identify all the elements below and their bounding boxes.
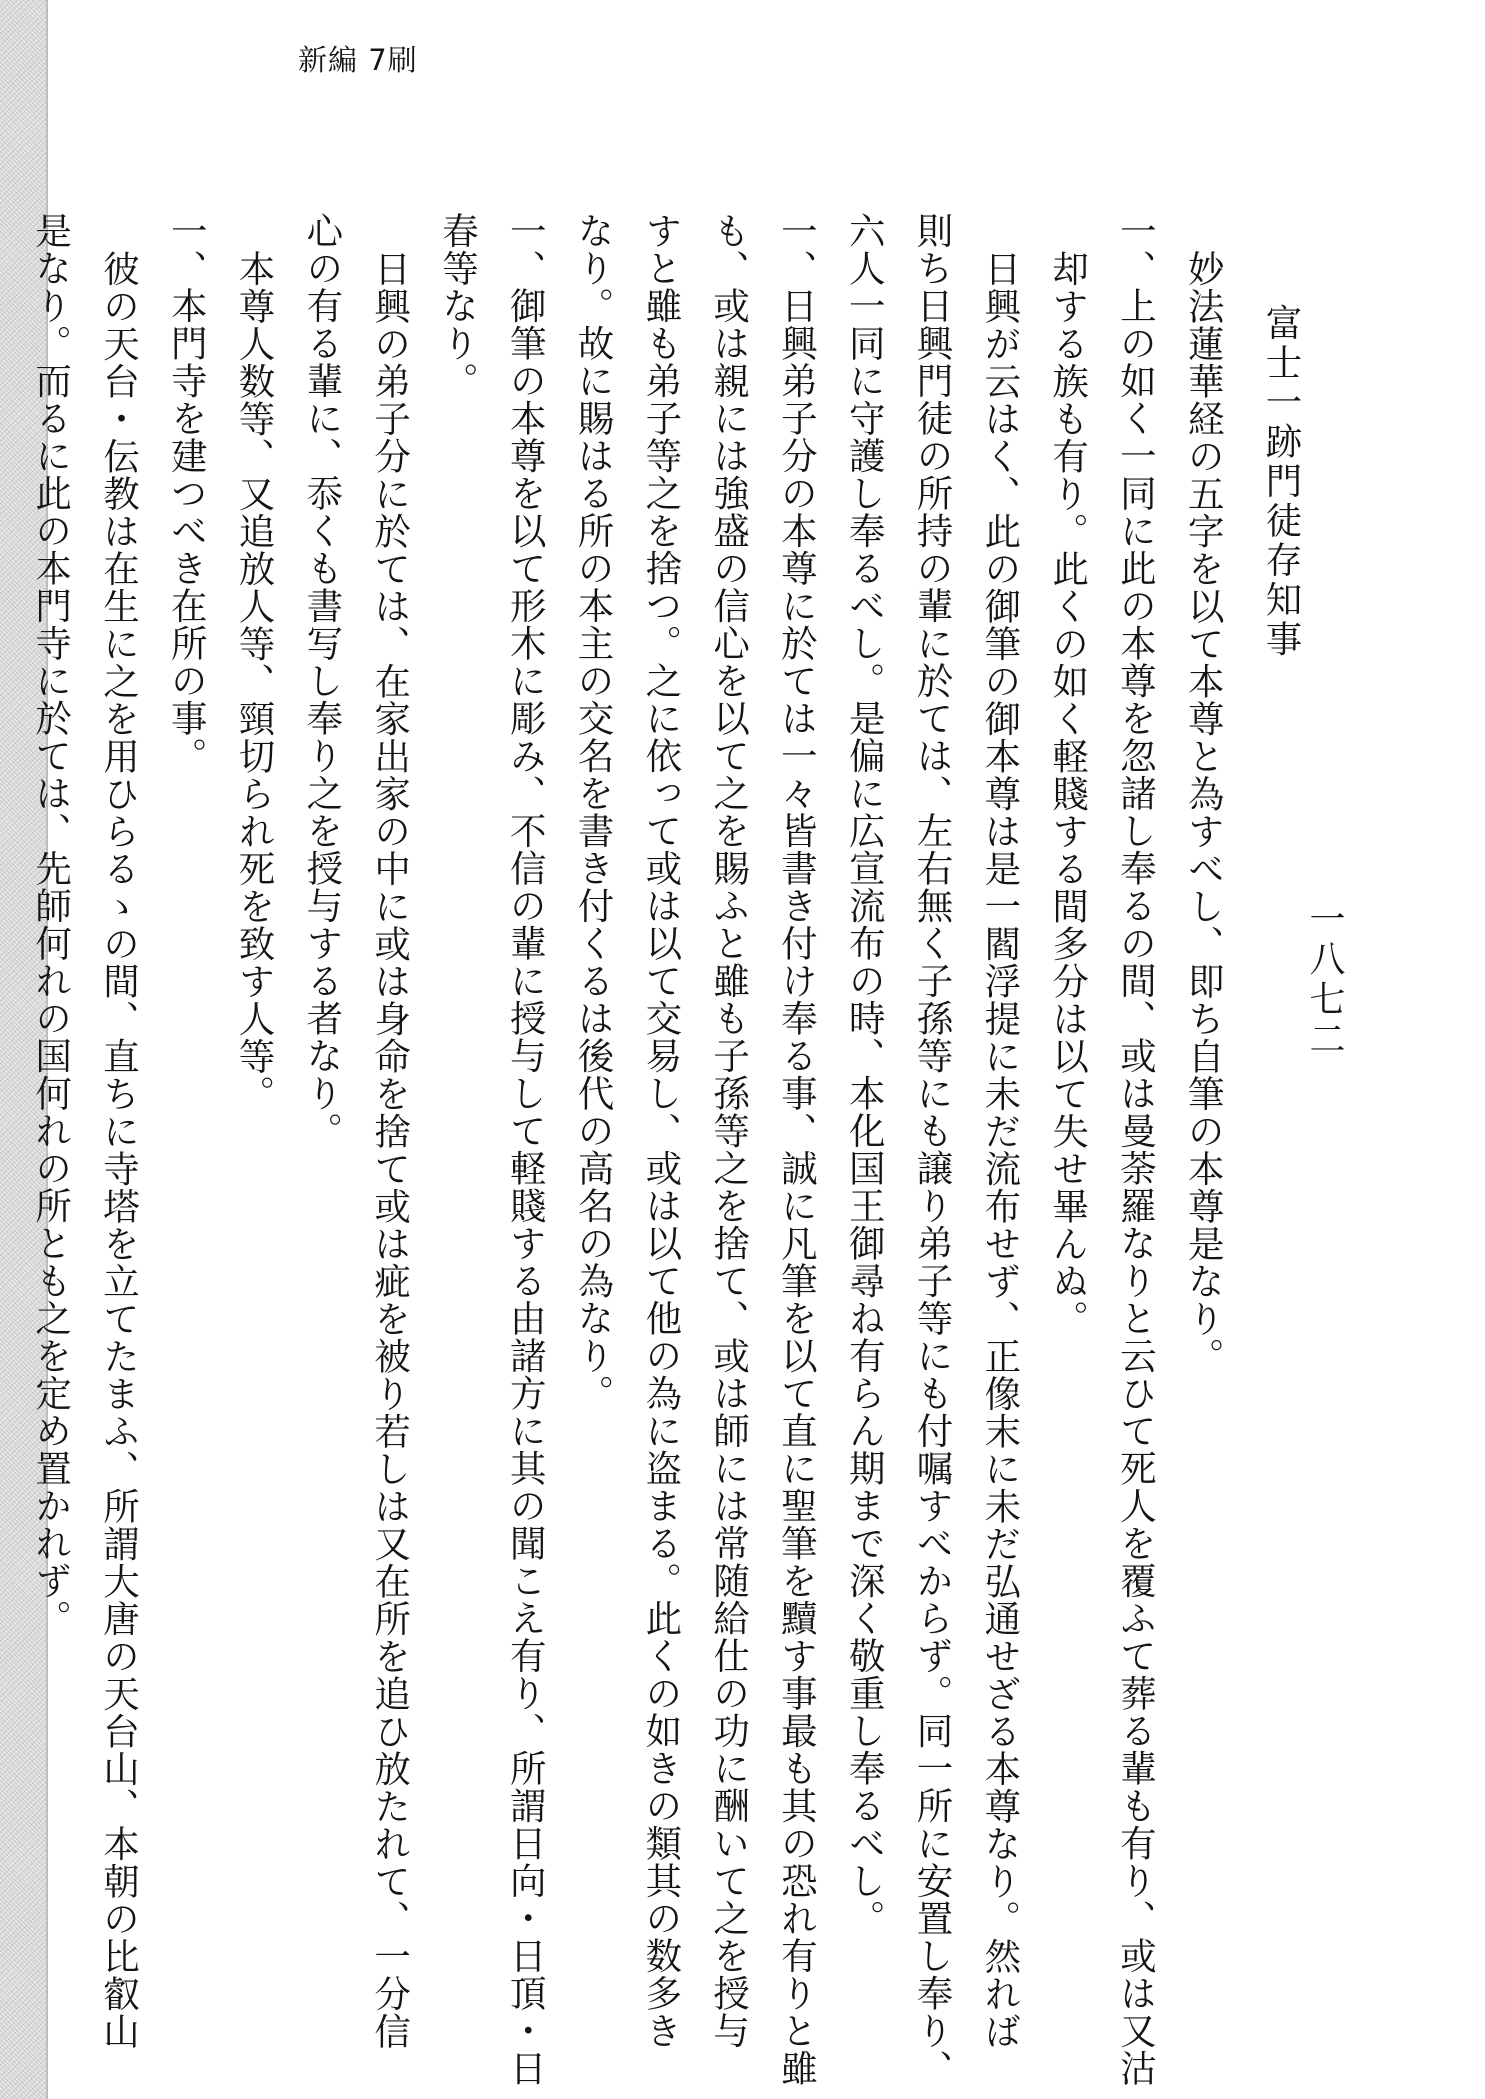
text-line-8: も、或は親には強盛の信心を以て之を賜ふと雖も子孫等之を捨て、或は師には常随給仕の功に酬いて之を授与 [707, 212, 751, 2050]
text-line-4: 日興が云はく、此の御筆の御本尊は是一閻浮提に未だ流布せず、正像末に未だ弘通せざる本尊なり。然れば [978, 250, 1022, 2050]
vertical-text-body [17, 212, 1315, 2087]
text-line-7: 一、日興弟子分の本尊に於ては一々皆書き付け奉る事、誠に凡筆を以て直に聖筆を黷す事最も其の恐れ有りと雖 [775, 212, 819, 2087]
text-line-18: 是なり。而るに此の本門寺に於ては、先師何れの国何れの所とも之を定め置かれず。 [29, 212, 73, 1637]
text-line-6: 六人一同に守護し奉るべし。是偏に広宣流布の時、本化国王御尋ね有らん期まで深く敬重し奉るべし。 [843, 212, 887, 1937]
running-title: 富士一跡門徒存知事 [1260, 304, 1303, 660]
text-line-15: 本尊人数等、又追放人等、頸切られ死を致す人等。 [233, 250, 277, 1113]
text-line-11: 一、御筆の本尊を以て形木に彫み、不信の輩に授与して軽賤する由諸方に其の聞こえ有り、所謂日向・日頂・日 [504, 212, 548, 2087]
text-line-9: すと雖も弟子等之を捨つ。之に依って或は以て交易し、或は以て他の為に盗まる。此くの如きの類其の数多き [639, 212, 683, 2050]
text-line-16: 一、本門寺を建つべき在所の事。 [165, 212, 209, 775]
text-line-5: 則ち日興門徒の所持の輩に於ては、左右無く子孫等にも譲り弟子等にも付嘱すべからず。同一所に安置し奉り、 [911, 212, 955, 2087]
page-number: 一八七二 [1304, 900, 1345, 1060]
text-line-14: 心の有る輩に、忝くも書写し奉り之を授与する者なり。 [300, 212, 344, 1150]
text-line-12: 春等なり。 [436, 212, 480, 400]
text-line-3: 却する族も有り。此くの如く軽賤する間多分は以て失せ畢んぬ。 [1046, 250, 1090, 1338]
text-line-17: 彼の天台・伝教は在生に之を用ひらるゝの間、直ちに寺塔を立てたまふ、所謂大唐の天台山、本朝の比叡山 [97, 250, 141, 2050]
text-line-1: 妙法蓮華経の五字を以て本尊と為すべし、即ち自筆の本尊是なり。 [1182, 250, 1226, 1375]
edition-mark: 新編 7刷 [298, 43, 418, 77]
text-line-10: なり。故に賜はる所の本主の交名を書き付くるは後代の高名の為なり。 [572, 212, 616, 1412]
text-line-2: 一、上の如く一同に此の本尊を忽諸し奉るの間、或は曼荼羅なりと云ひて死人を覆ふて葬る輩も有り、或は又沽 [1114, 212, 1158, 2087]
text-line-13: 日興の弟子分に於ては、在家出家の中に或は身命を捨て或は疵を被り若しは又在所を追ひ放たれて、一分信 [368, 250, 412, 2050]
